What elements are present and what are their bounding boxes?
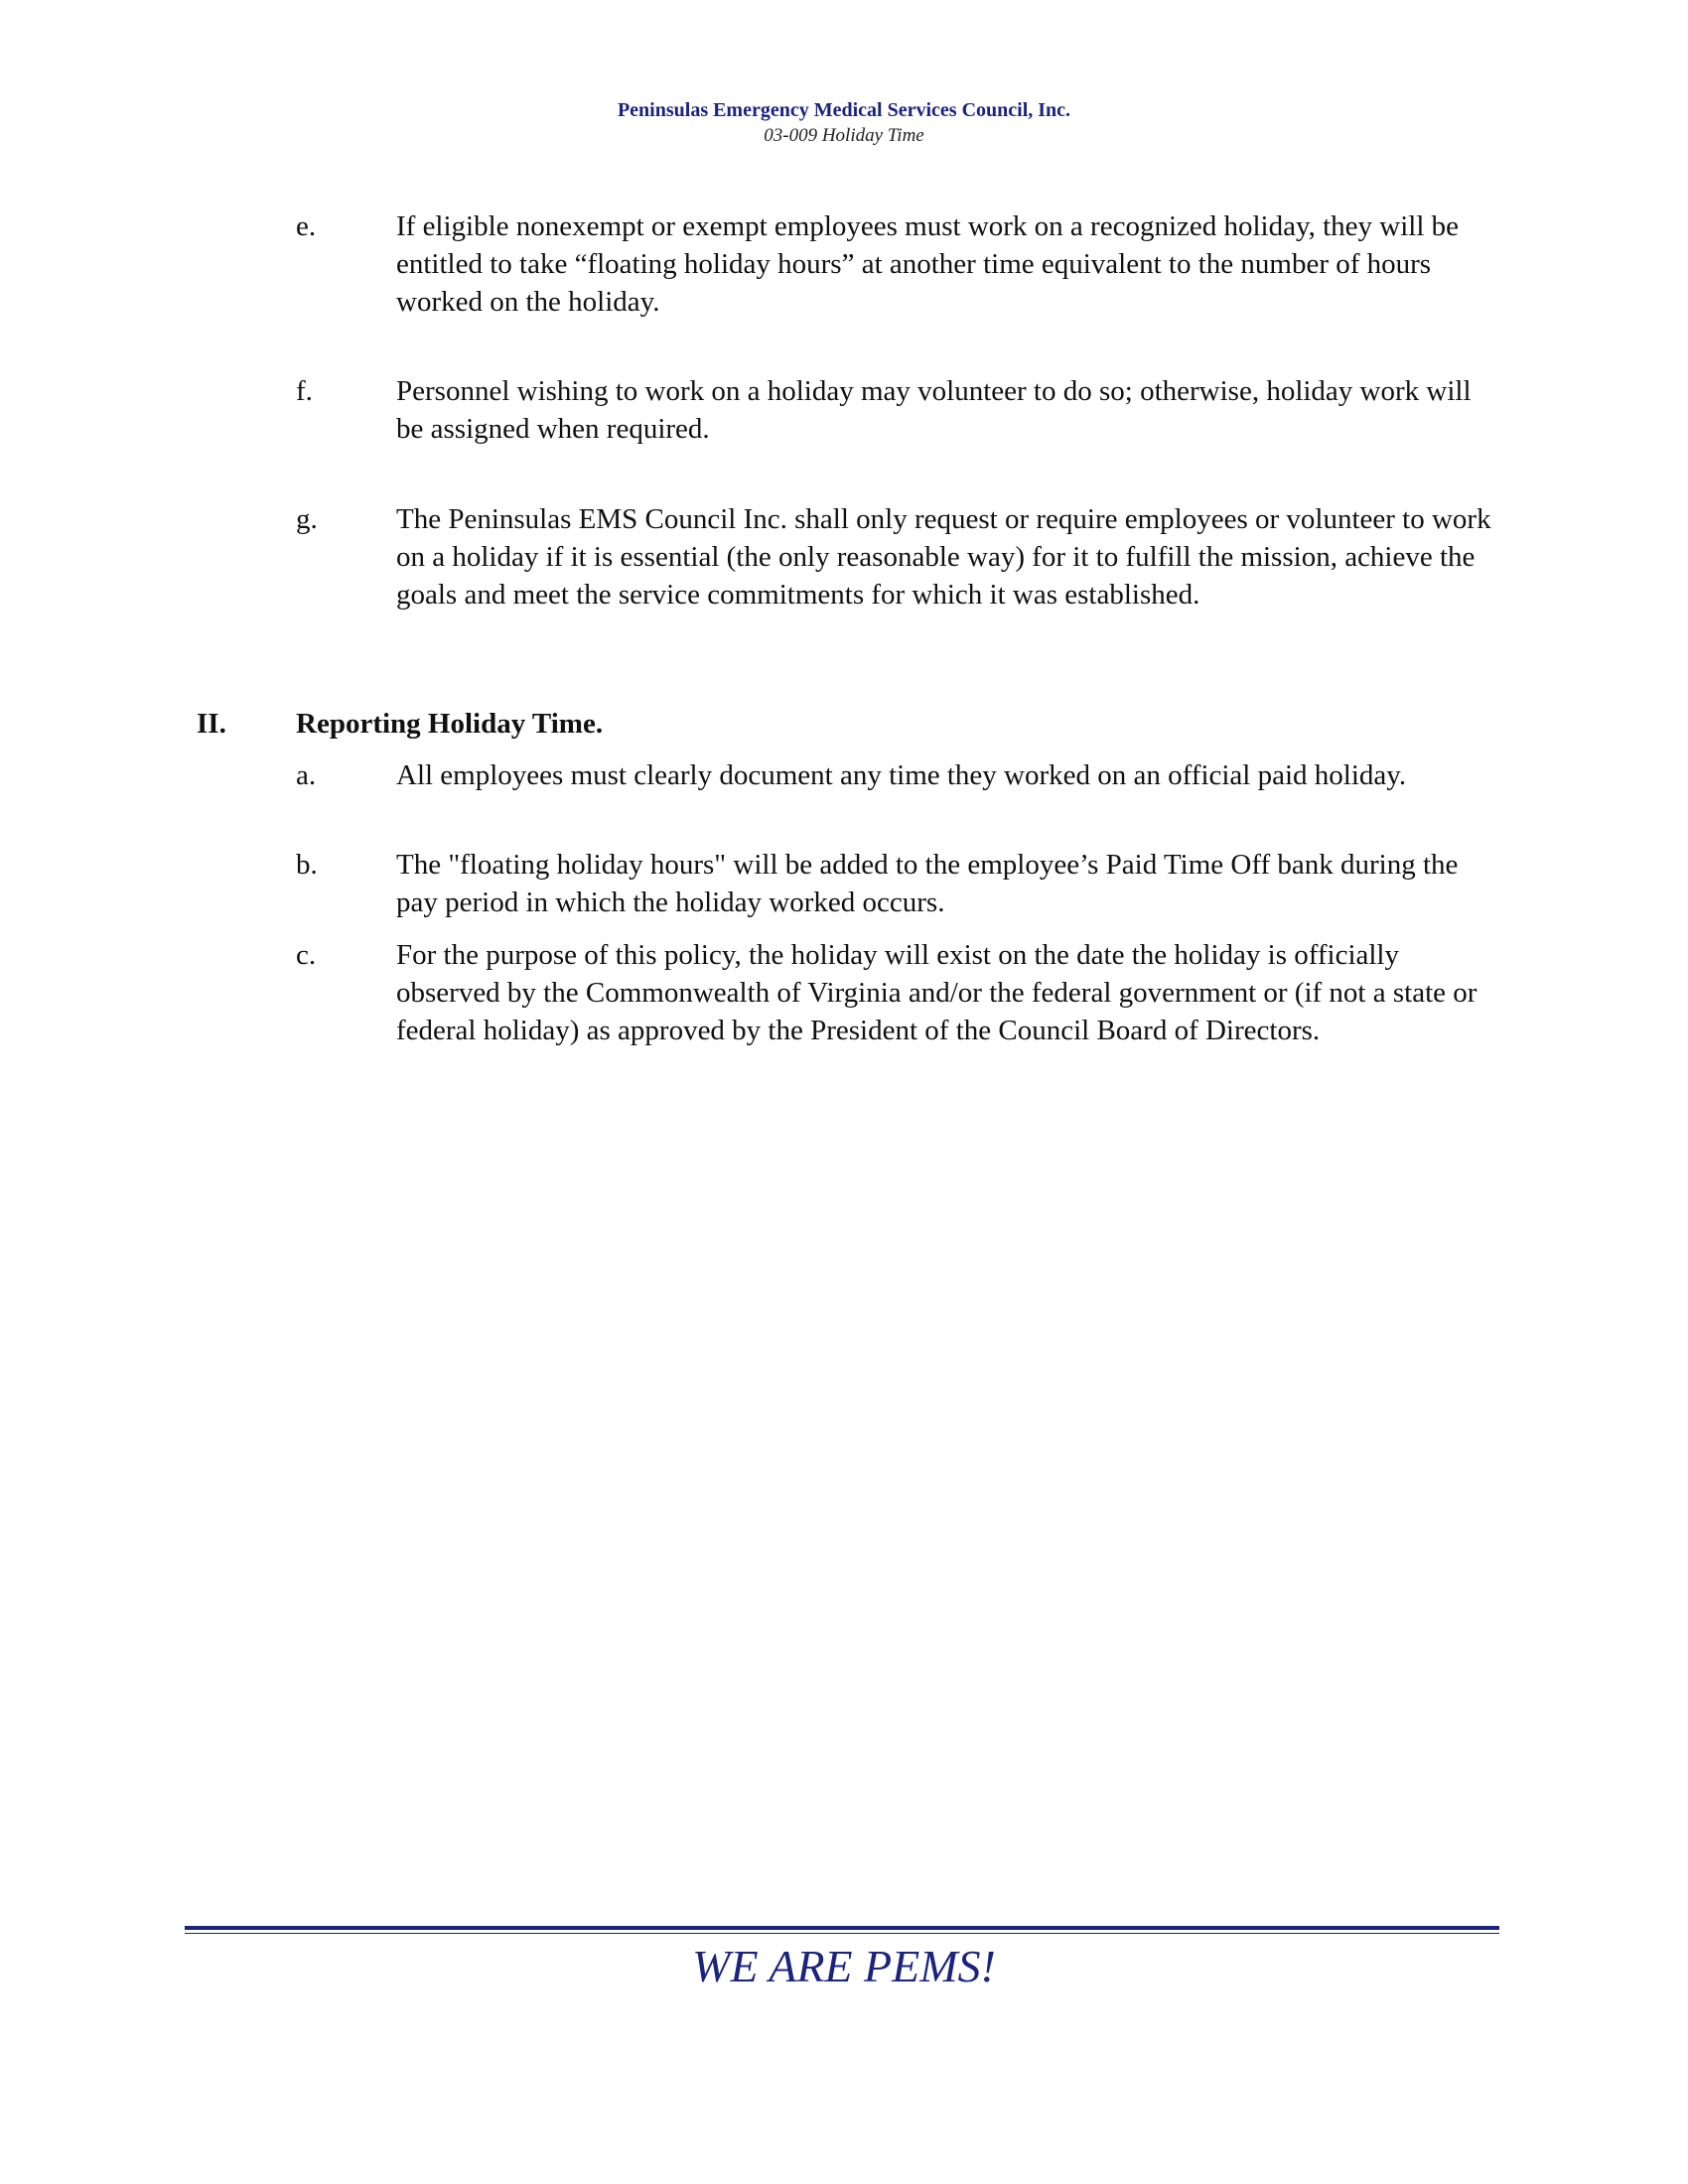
item-text: Personnel wishing to work on a holiday may volunteer to do so; otherwise, holiday work will be assigned when required.	[396, 375, 1472, 445]
item-text: The Peninsulas EMS Council Inc. shall only request or require employees or volunteer to work on a holiday if it is essential (the only reasonable way) for it to fulfill the mission, achieve the goals and meet the service commitments for which it was established.	[396, 503, 1491, 611]
item-letter: f.	[296, 375, 313, 407]
item-letter: b.	[296, 849, 318, 881]
policy-subtitle: 03-009 Holiday Time	[764, 125, 924, 146]
item-letter: e.	[296, 210, 317, 242]
item-letter: g.	[296, 503, 318, 535]
item-letter: a.	[296, 759, 317, 791]
item-text: For the purpose of this policy, the holiday will exist on the date the holiday is officially observed by the Commonwealth of Virginia and/or the federal government or (if not a state or federal holiday) as approved by the President of the Council Board of Directors.	[396, 939, 1477, 1046]
section-heading: Reporting Holiday Time.	[296, 708, 604, 740]
footer-slogan: WE ARE PEMS!	[692, 1941, 996, 1991]
organization-name: Peninsulas Emergency Medical Services Council, Inc.	[617, 99, 1071, 121]
item-text: If eligible nonexempt or exempt employees must work on a recognized holiday, they will be entitled to take “floating holiday hours” at another time equivalent to the number of hours worked on the holiday.	[396, 210, 1460, 318]
item-letter: c.	[296, 939, 317, 971]
page-header	[0, 97, 1688, 149]
item-text: The "floating holiday hours" will be added to the employee’s Paid Time Off bank during the pay period in which the holiday worked occurs.	[396, 849, 1459, 918]
section-numeral: II.	[197, 708, 226, 740]
footer-divider	[185, 1926, 1499, 1930]
footer-divider-thin	[185, 1933, 1499, 1934]
item-text: All employees must clearly document any time they worked on an official paid holiday.	[396, 759, 1407, 791]
